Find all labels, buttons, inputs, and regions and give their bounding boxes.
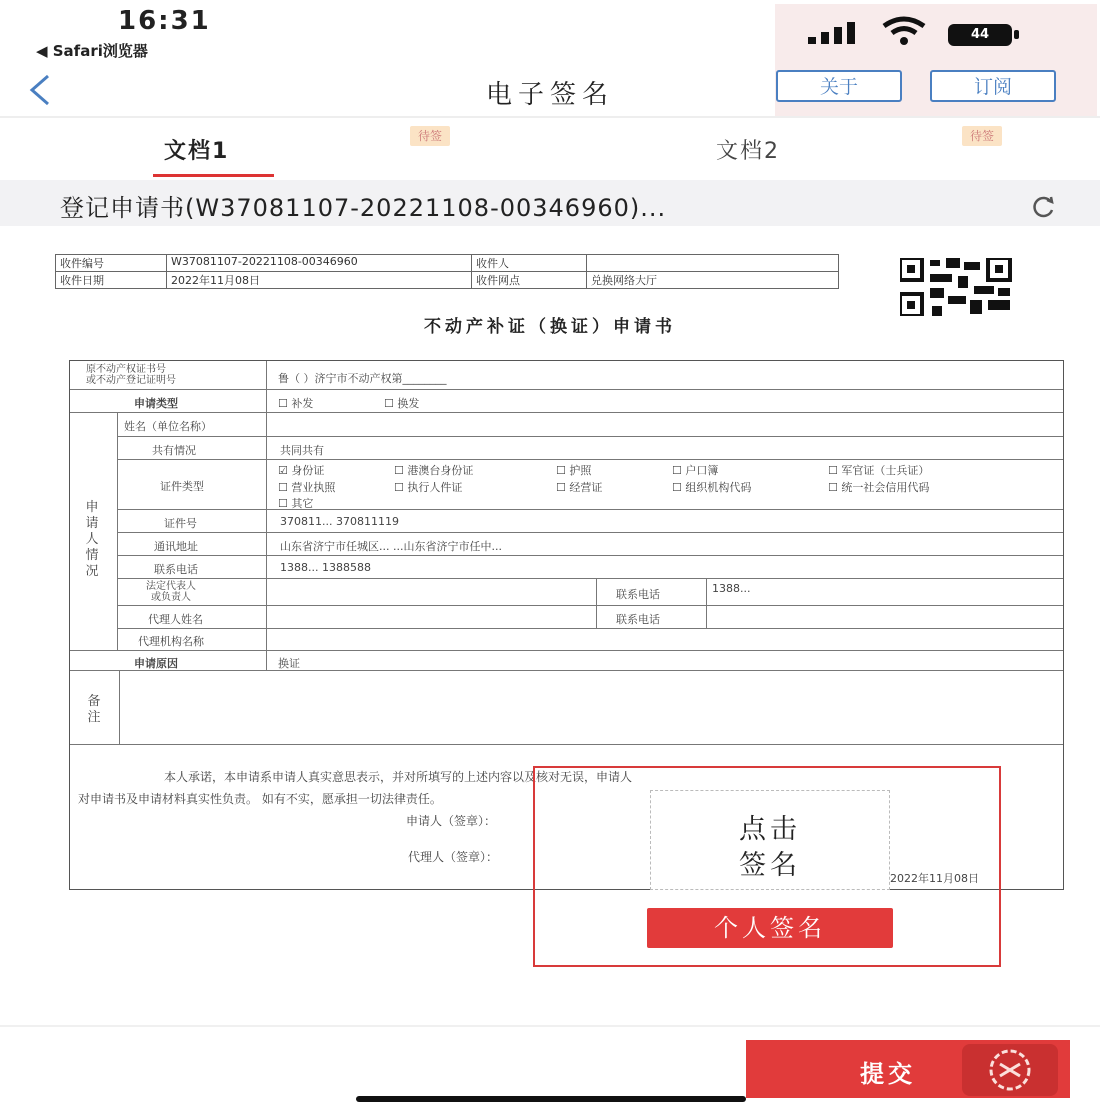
reason-value: 换证	[278, 657, 300, 670]
receiver-value	[586, 254, 839, 272]
about-button[interactable]: 关于	[776, 70, 902, 102]
id-no-value: 370811... 370811119	[280, 515, 399, 528]
id-type-option-5[interactable]: ☐ 军官证（士兵证）	[828, 464, 930, 477]
promise-line-1: 本人承诺，本申请系申请人真实意思表示，并对所填写的上述内容以及核对无误，申请人	[164, 770, 633, 784]
applicant-section-label: 申请人情况	[85, 500, 99, 579]
id-type-option-8[interactable]: ☐ 经营证	[556, 481, 603, 494]
legal-rep-label: 法定代表人 或负责人	[146, 581, 196, 603]
seal-icon[interactable]	[962, 1044, 1058, 1096]
pending-badge-2: 待签	[962, 126, 1002, 146]
apply-type-option-renew[interactable]: ☐ 换发	[384, 397, 420, 410]
cellular-signal-icon	[808, 22, 860, 44]
bottom-divider	[0, 1025, 1100, 1027]
wifi-icon	[880, 16, 928, 46]
qr-code	[900, 258, 1012, 316]
personal-signature-button[interactable]: 个人签名	[647, 908, 893, 948]
cert-no-value: 鲁（ ）济宁市不动产权第________	[278, 372, 447, 385]
receipt-date-label: 收件日期	[55, 271, 167, 289]
agent-org-label: 代理机构名称	[138, 635, 204, 648]
apply-type-option-reissue[interactable]: ☐ 补发	[278, 397, 314, 410]
receipt-outlet-label: 收件网点	[471, 271, 587, 289]
receipt-outlet-value: 兑换网络大厅	[586, 271, 839, 289]
phone-value: 1388... 1388588	[280, 561, 371, 574]
reason-label: 申请原因	[134, 657, 178, 670]
id-type-option-2[interactable]: ☐ 港澳台身份证	[394, 464, 474, 477]
remark-label: 备注	[87, 694, 101, 725]
id-type-label: 证件类型	[160, 480, 204, 493]
phone-label: 联系电话	[154, 563, 198, 576]
id-type-option-3[interactable]: ☐ 护照	[556, 464, 592, 477]
agent-phone-label: 联系电话	[616, 613, 660, 626]
receiver-label: 收件人	[471, 254, 587, 272]
tab-document-2[interactable]: 文档2	[716, 139, 780, 164]
home-indicator	[356, 1096, 746, 1102]
tab-document-1[interactable]: 文档1	[164, 139, 230, 164]
id-type-option-6[interactable]: ☐ 营业执照	[278, 481, 336, 494]
receipt-date-value: 2022年11月08日	[166, 271, 472, 289]
battery-icon: 44	[948, 24, 1012, 46]
refresh-icon[interactable]	[1030, 194, 1056, 220]
back-to-safari-link[interactable]: ◀ Safari浏览器	[36, 42, 148, 60]
pending-badge-1: 待签	[410, 126, 450, 146]
signature-date: 2022年11月08日	[890, 872, 979, 885]
share-label: 共有情况	[152, 444, 196, 457]
id-type-option-1[interactable]: ☑ 身份证	[278, 464, 325, 477]
contact-phone-value: 1388...	[712, 582, 751, 595]
address-value: 山东省济宁市任城区... ...山东省济宁市任中...	[280, 540, 502, 553]
cert-no-label: 原不动产权证书号 或不动产登记证明号	[86, 364, 176, 386]
id-type-option-10[interactable]: ☐ 统一社会信用代码	[828, 481, 930, 494]
document-file-title: 登记申请书(W37081107-20221108-00346960)...	[60, 194, 667, 222]
submit-button-label[interactable]: 提交	[860, 1060, 916, 1088]
battery-tip	[1014, 30, 1019, 39]
promise-line-2: 对申请书及申请材料真实性负责。 如有不实，愿承担一切法律责任。	[78, 792, 442, 806]
page-title: 电子签名	[485, 80, 614, 110]
receipt-no-label: 收件编号	[55, 254, 167, 272]
nav-divider	[0, 116, 1100, 118]
receipt-no-value: W37081107-20221108-00346960	[166, 254, 472, 272]
id-no-label: 证件号	[164, 517, 197, 530]
applicant-signature-label: 申请人（签章）：	[406, 814, 497, 828]
agent-name-label: 代理人姓名	[148, 613, 203, 626]
apply-type-label: 申请类型	[134, 397, 178, 410]
address-label: 通讯地址	[154, 540, 198, 553]
name-label: 姓名（单位名称）	[124, 420, 212, 433]
id-type-option-11[interactable]: ☐ 其它	[278, 497, 314, 510]
id-type-option-9[interactable]: ☐ 组织机构代码	[672, 481, 752, 494]
document-heading: 不动产补证（换证）申请书	[424, 317, 676, 337]
subscribe-button[interactable]: 订阅	[930, 70, 1056, 102]
active-tab-indicator	[153, 174, 274, 177]
contact-phone-label: 联系电话	[616, 588, 660, 601]
share-value: 共同共有	[280, 444, 324, 457]
status-time: 16:31	[118, 6, 211, 36]
agent-signature-label: 代理人（签章）：	[408, 850, 499, 864]
id-type-option-7[interactable]: ☐ 执行人件证	[394, 481, 463, 494]
id-type-option-4[interactable]: ☐ 户口簿	[672, 464, 719, 477]
click-to-sign-prompt[interactable]: 点击 签名	[739, 814, 801, 881]
